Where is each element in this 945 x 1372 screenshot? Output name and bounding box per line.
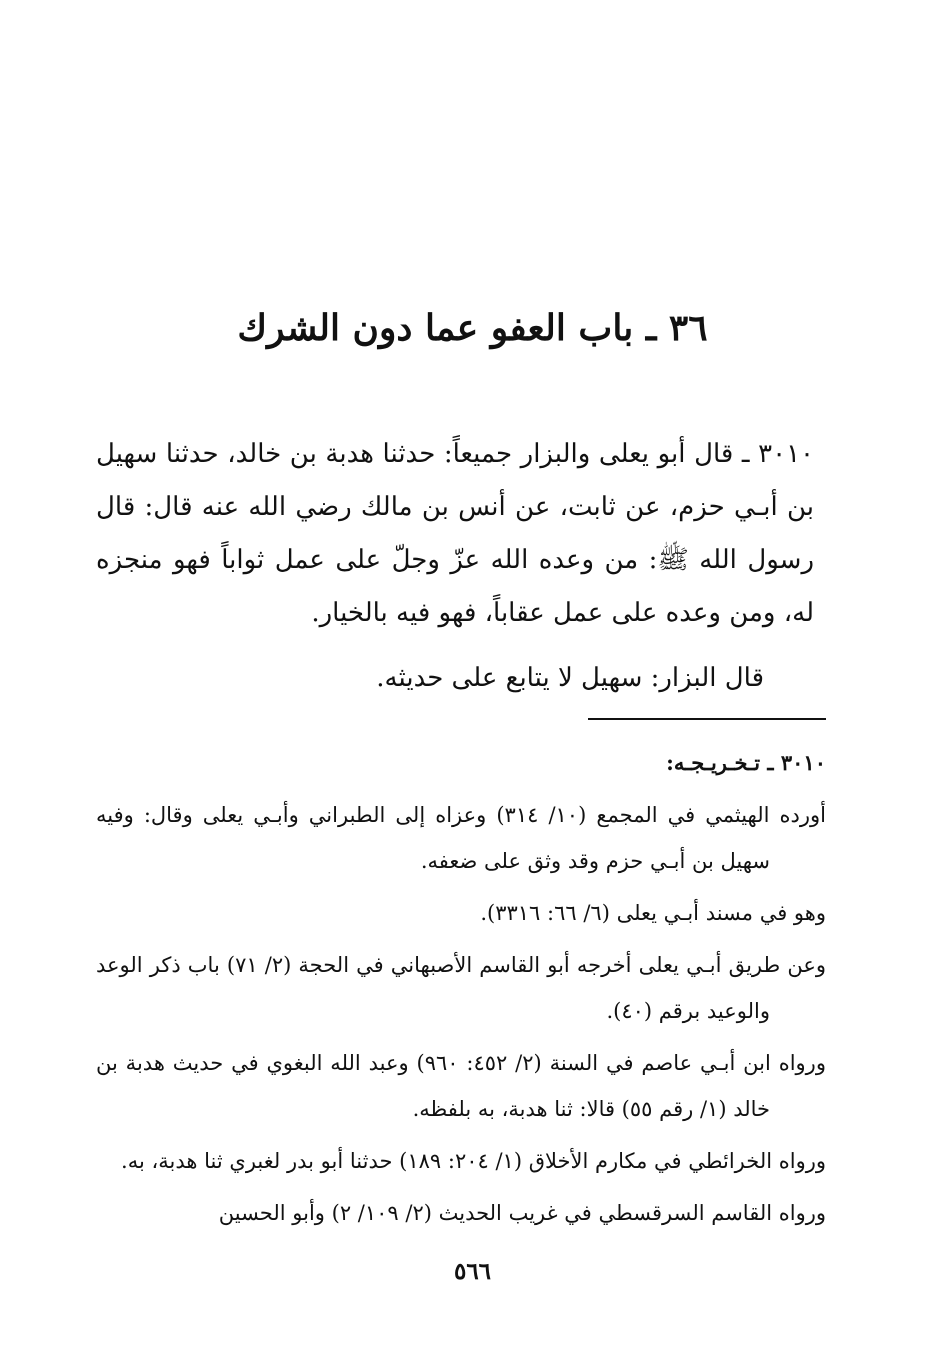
hadith-text: ٣٠١٠ ـ قال أبو يعلى والبزار جميعاً: حدثنا هدبة بن خالد، حدثنا سهيل بن أبـي حزم، عن ثابت، عن أنس بن مالك رضي الله عنه قال: قال رسول الله ﷺ: من وعده الله عزّ وجلّ على عمل ثواباً فهو منجزه له، ومن وعده على عمل عقاباً، فهو فيه بالخيار.: [96, 439, 814, 628]
footnote-paragraph: ورواه الخرائطي في مكارم الأخلاق (١/ ٢٠٤: ١٨٩) حدثنا أبو بدر لغبري ثنا هدبة، به.: [121, 1149, 826, 1173]
footnote-divider: [588, 718, 826, 720]
hadith-note: قال البزار: سهيل لا يتابع على حديثه.: [376, 663, 764, 693]
hadith-body: [96, 428, 814, 705]
footnotes-section: [96, 740, 826, 1242]
footnote-paragraph: ورواه القاسم السرقسطي في غريب الحديث (٢/ ١٠٩/ ٢) وأبو الحسين: [218, 1201, 826, 1225]
chapter-title: ٣٦ ـ باب العفو عما دون الشرك: [237, 307, 708, 349]
footnote-paragraph: أورده الهيثمي في المجمع (١٠/ ٣١٤) وعزاه إلى الطبراني وأبـي يعلى وقال: وفيه سهيل بن أبـي حزم وقد وثق على ضعفه.: [96, 803, 826, 873]
footnote-paragraph: وهو في مسند أبـي يعلى (٦/ ٦٦: ٣٣١٦).: [480, 901, 826, 925]
footnote-paragraph: ورواه ابن أبـي عاصم في السنة (٢/ ٤٥٢: ٩٦٠) وعبد الله البغوي في حديث هدبة بن خالد (١/ رقم ٥٥) قالا: ثنا هدبة، به بلفظه.: [96, 1051, 826, 1121]
footnote-paragraph: وعن طريق أبـي يعلى أخرجه أبو القاسم الأصبهاني في الحجة (٢/ ٧١) باب ذكر الوعد والوعيد برقم (٤٠).: [96, 953, 826, 1023]
page-number: ٥٦٦: [453, 1258, 492, 1285]
footnote-heading: ٣٠١٠ ـ تـخـريـجـه:: [666, 750, 826, 775]
